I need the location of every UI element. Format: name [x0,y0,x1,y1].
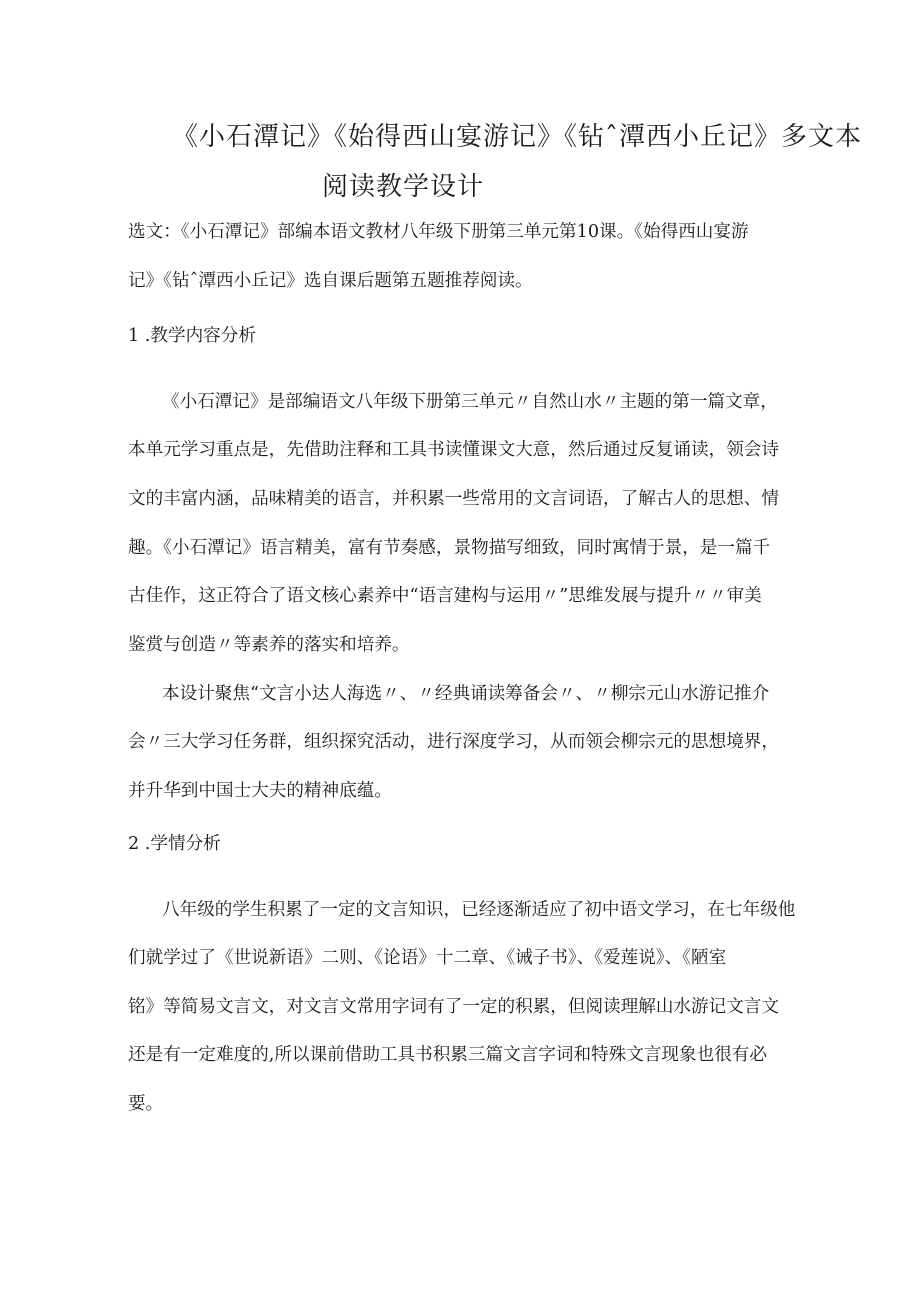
section-1-para-1-line-2: 本单元学习重点是，先借助注释和工具书读懂课文大意，然后通过反复诵读，领会诗 [128,440,779,460]
section-1-para-1-line-4: 趣。《小石潭记》语言精美，富有节奏感，景物描写细致，同时寓情于景，是一篇千 [128,538,771,558]
section-1-para-2-line-3: 并升华到中国士大夫的精神底蕴。 [128,781,392,801]
section-2-heading: 2 .学情分析 [128,834,221,854]
section-2-para-1-line-2: 们就学过了《世说新语》二则、《论语》十二章、《诫子书》、《爱莲说》、《陋室 [128,948,727,968]
section-2-para-1-line-3: 铭》等简易文言文，对文言文常用字词有了一定的积累，但阅读理解山水游记文言文 [128,997,779,1017]
section-1-para-1-line-6: 鉴赏与创造〃等素养的落实和培养。 [128,635,410,655]
section-1-para-1-line-3: 文的丰富内涵，品味精美的语言，并积累一些常用的文言词语，了解古人的思想、情 [128,489,779,509]
section-2-para-1-line-1: 八年级的学生积累了一定的文言知识，已经逐渐适应了初中语文学习，在七年级他 [162,900,796,920]
intro-line-2: 记》《钻ˆ潭西小丘记》选自课后题第五题推荐阅读。 [128,271,533,291]
section-1-para-2-line-2: 会〃三大学习任务群，组织探究活动，进行深度学习，从而领会柳宗元的思想境界， [128,732,779,752]
section-1-para-1-line-1: 《小石潭记》是部编语文八年级下册第三单元〃自然山水〃主题的第一篇文章， [162,392,778,412]
section-1-para-2-line-1: 本设计聚焦“文言小达人海选〃、〃经典诵读筹备会〃、〃柳宗元山水游记推介 [162,684,770,704]
section-1-para-1-line-5: 古佳作，这正符合了语文核心素养中“语言建构与运用〃”思维发展与提升〃〃审美 [128,586,762,606]
document-title-line-1: 《小石潭记》《始得西山宴游记》《钻ˆ潭西小丘记》多文本 [172,122,863,152]
section-2-para-1-line-5: 要。 [128,1094,164,1114]
intro-line-1: 选文：《小石潭记》部编本语文教材八年级下册第三单元第10课。《始得西山宴游 [128,222,749,242]
section-1-heading: 1 .教学内容分析 [128,326,256,346]
document-title-line-2: 阅读教学设计 [322,172,485,202]
section-2-para-1-line-4: 还是有一定难度的,所以课前借助工具书积累三篇文言字词和特殊文言现象也很有必 [128,1045,767,1065]
